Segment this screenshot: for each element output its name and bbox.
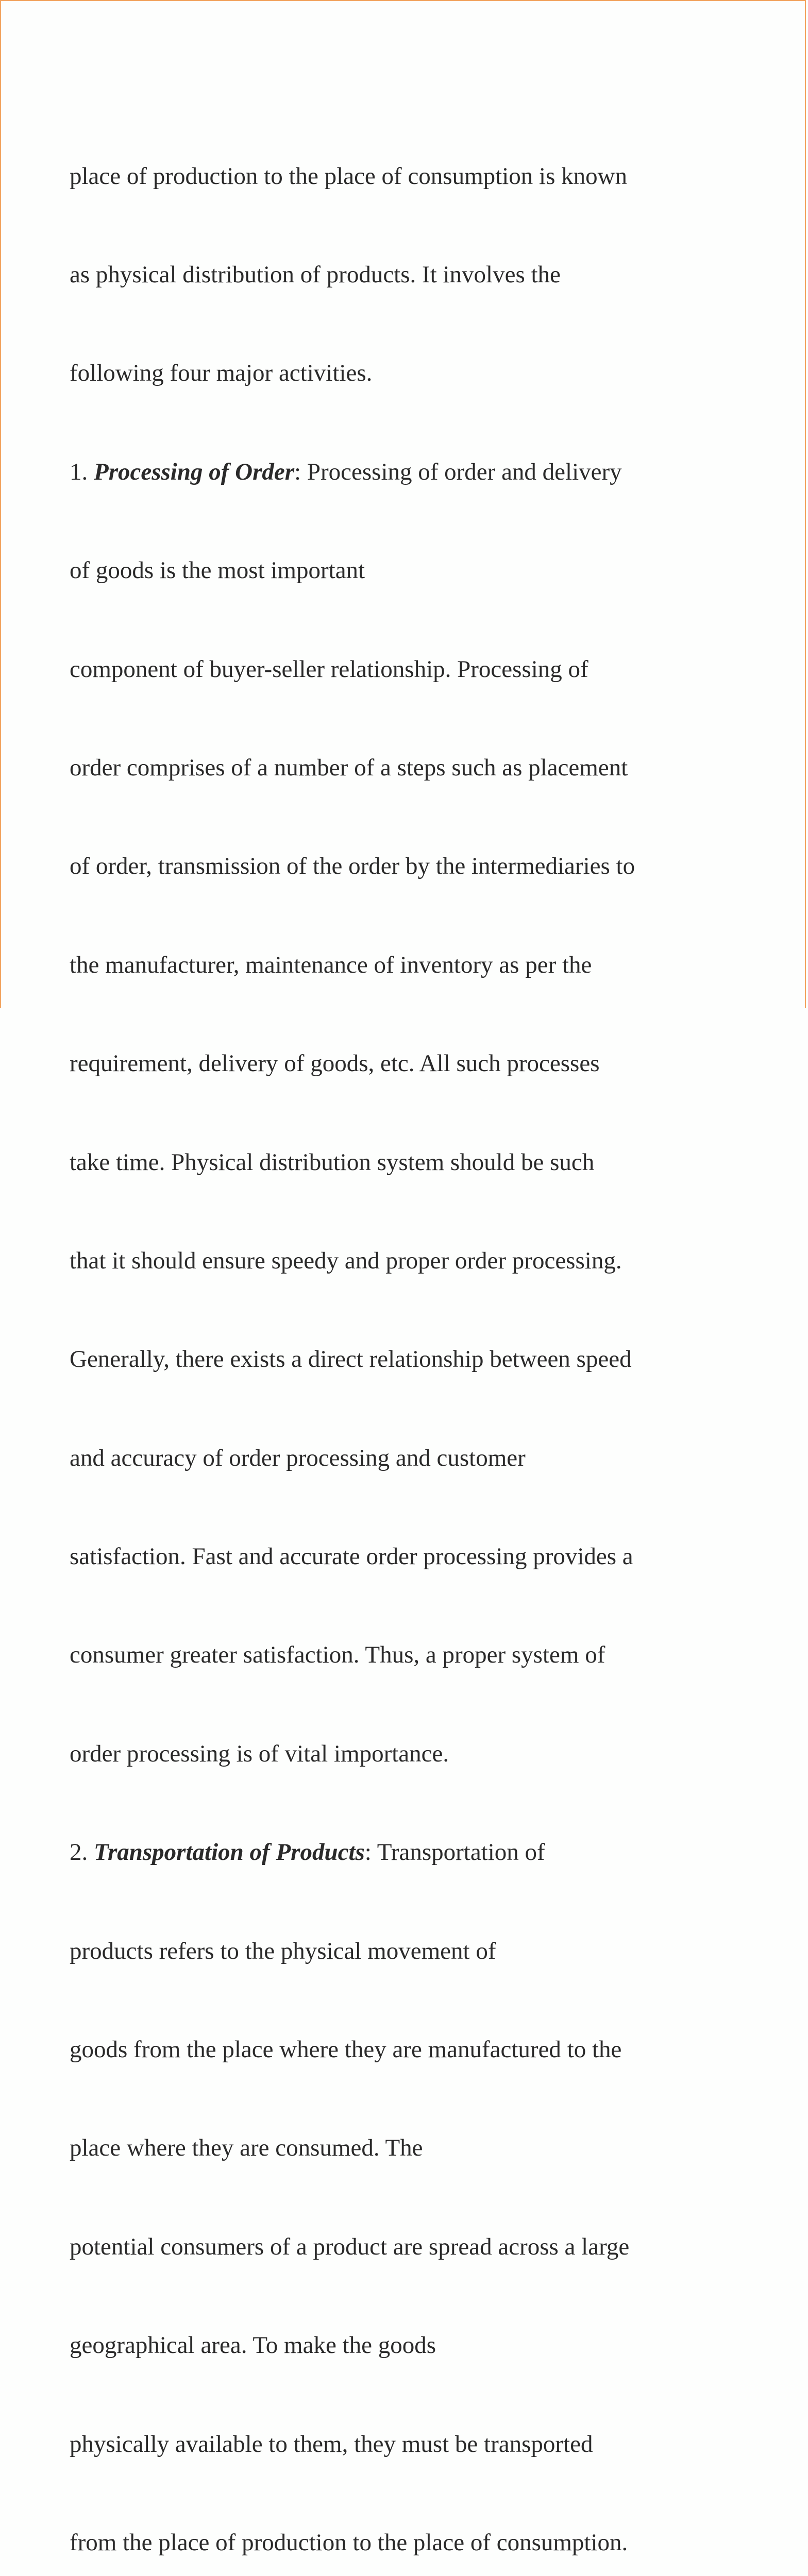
list-number: 2. [70,1839,94,1866]
text-line: that it should ensure speedy and proper order processing. [70,1247,622,1274]
text-line: take time. Physical distribution system should be such [70,1148,595,1176]
text-line: geographical area. To make the goods [70,2332,436,2359]
text-line: order processing is of vital importance. [70,1740,449,1767]
text-line: order comprises of a number of a steps such as placement [70,754,628,781]
text-line: component of buyer-seller relationship. Processing of [70,655,588,683]
text-line: requirement, delivery of goods, etc. All such processes [70,1050,600,1077]
text-line: and accuracy of order processing and customer [70,1444,526,1471]
text-line: place where they are consumed. The [70,2134,423,2162]
text-line: as physical distribution of products. It involves the [70,261,561,288]
section-heading-processing-of-order: Processing of Order [94,458,295,485]
text-line: goods from the place where they are manufactured to the [70,2036,622,2063]
text-line: consumer greater satisfaction. Thus, a proper system of [70,1641,605,1669]
list-number: 1. [70,458,94,485]
text-line: potential consumers of a product are spread across a large [70,2233,630,2260]
document-body [70,94,635,2576]
text-line: satisfaction. Fast and accurate order processing provides a [70,1543,633,1570]
text-line: of order, transmission of the order by the intermediaries to [70,853,635,880]
text-run: : Transportation of [364,1839,545,1866]
text-line: physically available to them, they must be transported [70,2430,593,2458]
text-line: following four major activities. [70,360,373,387]
text-line: from the place of production to the place of consumption. [70,2529,628,2556]
text-line: place of production to the place of consumption is known [70,162,628,190]
text-line: products refers to the physical movement of [70,1937,496,1964]
text-line: of goods is the most important [70,557,365,584]
text-line: the manufacturer, maintenance of inventory as per the [70,951,592,978]
text-run: : Processing of order and delivery [294,458,622,485]
list-item-heading-1 [70,456,635,489]
list-item-heading-2 [70,1836,635,1869]
text-line: Generally, there exists a direct relationship between speed [70,1346,632,1373]
section-heading-transportation-of-products: Transportation of Products [94,1839,365,1866]
